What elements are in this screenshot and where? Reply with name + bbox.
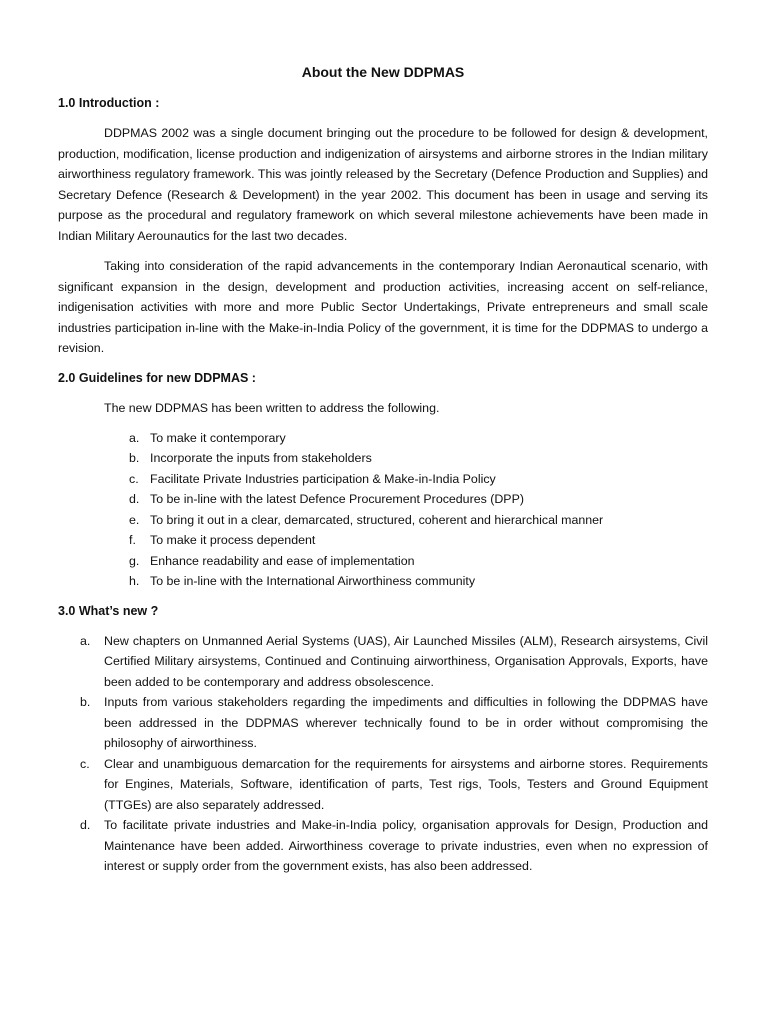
list-marker: d.	[80, 818, 91, 832]
list-item	[80, 692, 708, 754]
list-item	[129, 448, 708, 469]
list-item-text: Inputs from various stakeholders regarding the impediments and difficulties in following the DDPMAS have been addressed in the DDPMAS wherever technically found to be in order without compromising the philosophy of airworthiness.	[104, 695, 708, 750]
guidelines-list	[58, 428, 708, 592]
list-marker: b.	[129, 451, 140, 465]
section-guidelines	[58, 369, 708, 592]
section-heading: 1.0 Introduction :	[58, 96, 160, 110]
list-marker: c.	[80, 756, 90, 771]
paragraph: DDPMAS 2002 was a single document bringing out the procedure to be followed for design & development, production, modification, license production and indigenization of airsystems and airborne strores in the Indian military airworthiness regulatory framework. This was jointly released by the Secretary (Defence Production and Supplies) and Secretary Defence (Research & Development) in the year 2002. This document has been in usage and serving its purpose as the procedural and regulatory framework on which several milestone achievements have been made in Indian Military Aerounautics for the last two decades.	[58, 126, 708, 243]
list-item-text: Enhance readability and ease of implementation	[150, 553, 415, 568]
list-marker: a.	[80, 633, 91, 648]
paragraph: Taking into consideration of the rapid advancements in the contemporary Indian Aeronautical scenario, with significant expansion in the design, development and production activities, increasing accent on self-reliance, indigenisation activities with more and more Public Sector Undertakings, Private entrepreneurs and small scale industries participation in-line with the Make-in-India Policy of the government, it is time for the DDPMAS to undergo a revision.	[58, 259, 708, 355]
list-marker: g.	[129, 553, 140, 568]
list-item-text: To bring it out in a clear, demarcated, structured, coherent and hierarchical manner	[150, 512, 604, 527]
list-marker: h.	[129, 574, 140, 588]
section-heading: 2.0 Guidelines for new DDPMAS :	[58, 370, 256, 385]
section-whats-new	[58, 602, 708, 877]
list-item	[80, 815, 708, 877]
document-title: About the New DDPMAS	[301, 64, 465, 80]
list-item-text: Clear and unambiguous demarcation for the requirements for airsystems and airborne stores. Requirements for Engines, Materials, Software, identification of parts, Test rigs, Tools, Testers and Ground Equipment (TTGEs) are also separately addressed.	[104, 756, 708, 812]
list-item-text: Facilitate Private Industries participation & Make-in-India Policy	[150, 471, 496, 486]
list-marker: f.	[129, 533, 136, 547]
list-item	[129, 530, 708, 551]
list-marker: a.	[129, 430, 140, 445]
list-item	[129, 551, 708, 572]
list-marker: b.	[80, 695, 91, 709]
list-item-text: To be in-line with the latest Defence Procurement Procedures (DPP)	[150, 492, 524, 506]
list-item-text: To facilitate private industries and Make-in-India policy, organisation approvals for Design, Production and Maintenance have been added. Airworthiness coverage to private industries, even when no expression of interest or supply order from the government exists, has also been addressed.	[104, 818, 708, 873]
list-marker: d.	[129, 492, 140, 506]
list-item-text: New chapters on Unmanned Aerial Systems (UAS), Air Launched Missiles (ALM), Research airsystems, Civil Certified Military airsystems, Continued and Continuing airworthiness, Organisation Approvals, Exports, have been added to be contemporary and address obsolescence.	[104, 633, 708, 689]
list-item	[129, 489, 708, 510]
whats-new-list	[58, 631, 708, 877]
list-item	[80, 631, 708, 693]
list-item-text: To be in-line with the International Airworthiness community	[150, 574, 476, 588]
list-marker: e.	[129, 512, 140, 527]
list-item	[129, 571, 708, 592]
list-item	[129, 510, 708, 531]
list-item	[129, 428, 708, 449]
list-item-text: To make it contemporary	[150, 430, 286, 445]
section-introduction	[58, 94, 708, 359]
section-heading: 3.0 What’s new ?	[58, 603, 159, 618]
list-item	[80, 754, 708, 816]
list-item-text: To make it process dependent	[150, 533, 316, 547]
section-intro: The new DDPMAS has been written to address the following.	[104, 400, 440, 415]
list-item	[129, 469, 708, 490]
list-marker: c.	[129, 471, 139, 486]
list-item-text: Incorporate the inputs from stakeholders	[150, 451, 372, 465]
